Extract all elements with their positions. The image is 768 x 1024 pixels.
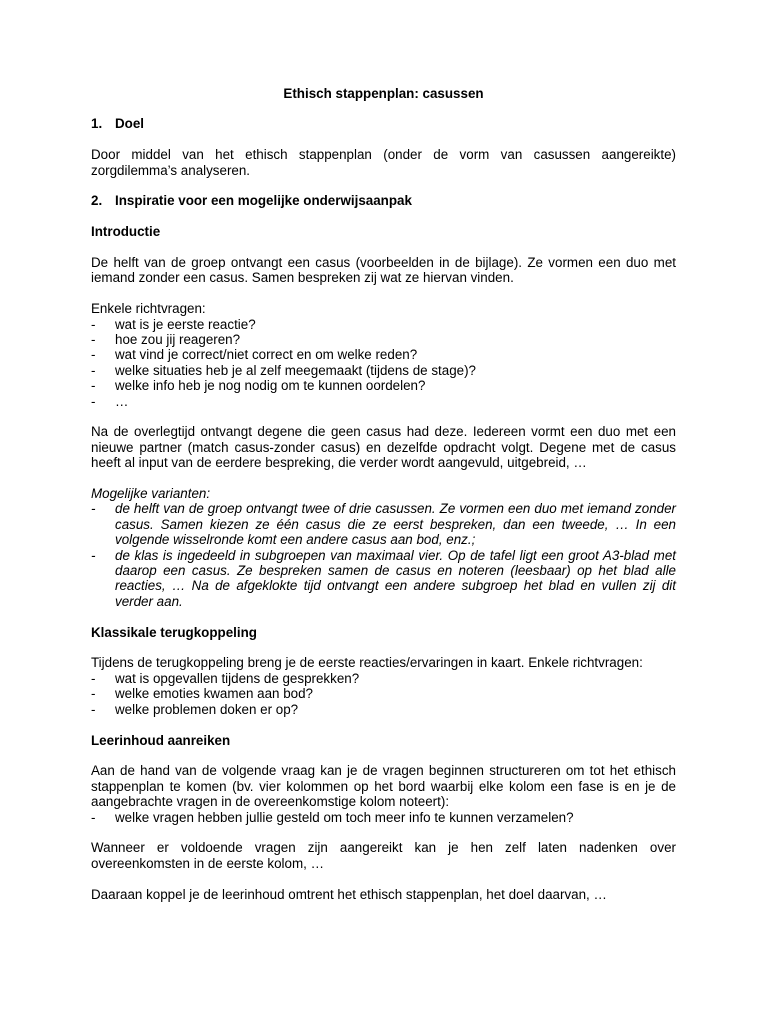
terugkoppeling-heading: Klassikale terugkoppeling xyxy=(91,624,257,640)
varianten-label: Mogelijke varianten: xyxy=(91,486,211,502)
terugkoppeling-list xyxy=(91,671,676,717)
leerinhoud-heading: Leerinhoud aanreiken xyxy=(91,732,231,748)
document-title: Ethisch stappenplan: casussen xyxy=(283,86,484,101)
list-item: - wat is je eerste reactie? xyxy=(91,317,676,332)
leerinhoud-paragraph-3: Daaraan koppel je de leerinhoud omtrent het ethisch stappenplan, het doel daarvan, … xyxy=(91,886,607,902)
leerinhoud-paragraph-2: Wanneer er voldoende vragen zijn aangereikt kan je hen zelf laten nadenken over overeenkomsten in de eerste kolom, … xyxy=(91,840,676,871)
section-1-number: 1. xyxy=(91,116,103,132)
introductie-paragraph-1: De helft van de groep ontvangt een casus (voorbeelden in de bijlage). Ze vormen een duo met iemand zonder een casus. Samen bespreken zij wat ze hiervan vinden. xyxy=(91,255,676,286)
section-2-heading xyxy=(91,193,676,208)
varianten-list xyxy=(91,501,676,609)
section-2-number: 2. xyxy=(91,193,103,209)
introductie-paragraph-2: Na de overlegtijd ontvangt degene die geen casus had deze. Iedereen vormt een duo met een nieuwe partner (match casus-zonder casus) en dezelfde opdracht volgt. Degene met de casus heeft al input van de eerdere bespreking, die verder wordt aangevuld, uitgebreid, … xyxy=(91,424,676,471)
richtvragen-label: Enkele richtvragen: xyxy=(91,301,206,317)
introductie-heading: Introductie xyxy=(91,224,161,240)
list-item: - welke info heb je nog nodig om te kunnen oordelen? xyxy=(91,378,676,393)
section-2-title: Inspiratie voor een mogelijke onderwijsaanpak xyxy=(115,193,412,209)
leerinhoud-paragraph-1: Aan de hand van de volgende vraag kan je de vragen beginnen structureren om tot het ethisch stappenplan te komen (bv. vier kolommen op het bord waarbij elke kolom een fase is en je de aangebrachte vragen in de overeenkomstige kolom noteert): xyxy=(91,763,676,810)
list-item: - … xyxy=(91,394,676,409)
list-item: - de helft van de groep ontvangt twee of drie casussen. Ze vormen een duo met iemand zonder casus. Samen kiezen ze één casus die ze eerst bespreken, dan een tweede, … In een volgende wisselronde komt een andere casus aan bod, enz.; xyxy=(91,501,676,547)
document-content xyxy=(91,86,676,902)
terugkoppeling-paragraph: Tijdens de terugkoppeling breng je de eerste reacties/ervaringen in kaart. Enkele richtvragen: xyxy=(91,655,643,671)
section-1-text: Door middel van het ethisch stappenplan (onder de vorm van casussen aangereikte) zorgdilemma’s analyseren. xyxy=(91,147,676,178)
list-item: - welke vragen hebben jullie gesteld om toch meer info te kunnen verzamelen? xyxy=(91,810,676,825)
list-item: - welke problemen doken er op? xyxy=(91,702,676,717)
section-1-title: Doel xyxy=(115,116,145,132)
richtvragen-list xyxy=(91,317,676,409)
list-item: - welke emoties kwamen aan bod? xyxy=(91,686,676,701)
list-item: - wat vind je correct/niet correct en om welke reden? xyxy=(91,347,676,362)
section-1-heading xyxy=(91,116,676,131)
list-item: - wat is opgevallen tijdens de gesprekken? xyxy=(91,671,676,686)
list-item: - de klas is ingedeeld in subgroepen van maximaal vier. Op de tafel ligt een groot A3-blad met daarop een casus. Ze bespreken samen de casus en noteren (leesbaar) op het blad alle reacties, … Na de afgeklokte tijd ontvangt een andere subgroep het blad en vullen zij dit verder aan. xyxy=(91,548,676,610)
list-item: - hoe zou jij reageren? xyxy=(91,332,676,347)
list-item: - welke situaties heb je al zelf meegemaakt (tijdens de stage)? xyxy=(91,363,676,378)
leerinhoud-list xyxy=(91,810,676,825)
